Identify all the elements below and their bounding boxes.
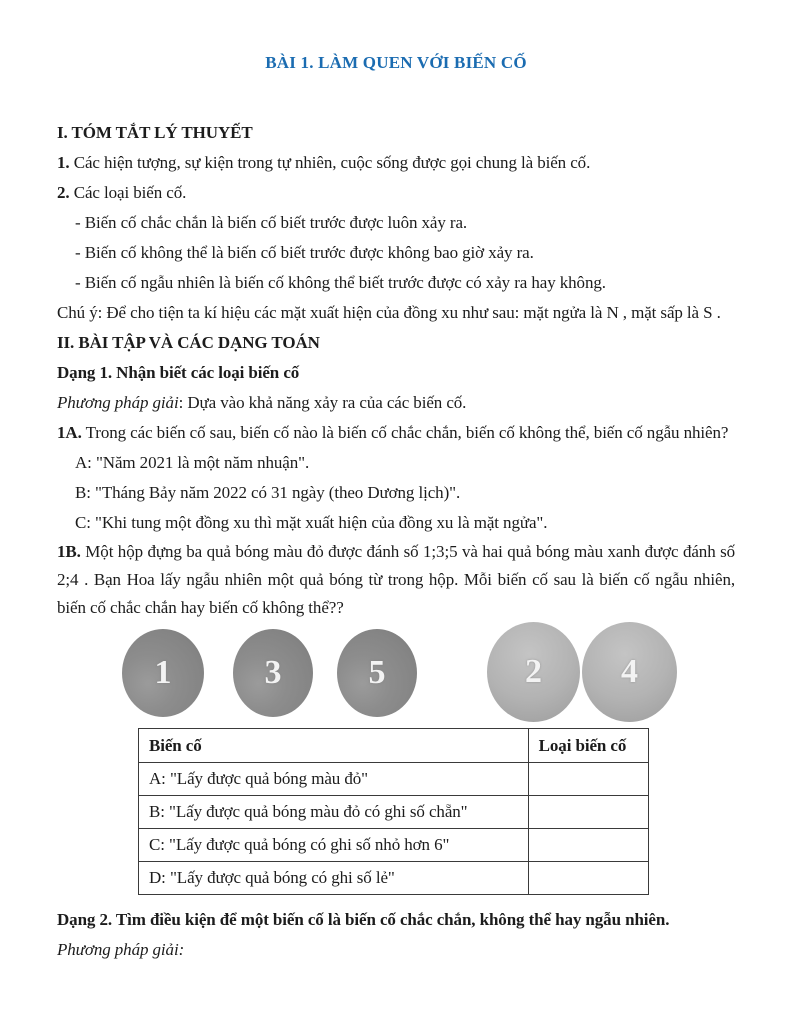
theory-item-2-label: 2. [57,183,70,202]
red-ball-1 [122,629,204,717]
problem-1b-label: 1B. [57,542,81,561]
type-cell-empty [528,763,648,796]
bullet-random-event: - Biến cố ngẫu nhiên là biến cố không thể biết trước được có xảy ra hay không. [75,273,606,292]
dang1-method-text: : Dựa vào khả năng xảy ra của các biến cố. [178,393,467,412]
theory-item-2-text: Các loại biến cố. [69,183,187,202]
table-row [139,763,649,796]
option-a: A: "Năm 2021 là một năm nhuận". [75,453,310,472]
option-c: C: "Khi tung một đồng xu thì mặt xuất hiện của đồng xu là mặt ngửa". [75,513,548,532]
ball-number: 5 [368,654,386,691]
page-title: BÀI 1. LÀM QUEN VỚI BIẾN CỐ [265,53,527,72]
problem-1a [57,418,735,448]
type-cell-empty [528,829,648,862]
blue-ball-4 [582,622,677,722]
events-table [138,728,649,895]
ball-number: 1 [154,654,172,691]
theory-heading: I. TÓM TẮT LÝ THUYẾT [57,123,253,142]
dang2-method-label: Phương pháp giải: [57,940,185,959]
theory-item-1-label: 1. [57,153,70,172]
option-b: B: "Tháng Bảy năm 2022 có 31 ngày (theo Dương lịch)". [75,483,461,502]
dang1-method-label: Phương pháp giải [57,393,179,412]
dang1-method [57,388,735,418]
theory-item-1-text: Các hiện tượng, sự kiện trong tự nhiên, cuộc sống được gọi chung là biến cố. [69,153,591,172]
table-row [139,796,649,829]
note-text: Chú ý: Để cho tiện ta kí hiệu các mặt xuất hiện của đồng xu như sau: mặt ngửa là N , mặt sấp là S . [57,303,721,322]
table-row [139,829,649,862]
dang2-heading: Dạng 2. Tìm điều kiện để một biến cố là biến cố chắc chắn, không thể hay ngẫu nhiên. [57,910,670,929]
theory-item-1 [57,148,735,178]
event-cell: C: "Lấy được quả bóng có ghi số nhỏ hơn 6" [139,829,529,862]
type-cell-empty [528,862,648,895]
ball-number: 4 [621,653,638,690]
dang1-heading: Dạng 1. Nhận biết các loại biến cố [57,363,300,382]
problem-1a-text: Trong các biến cố sau, biến cố nào là biến cố chắc chắn, biến cố không thể, biến cố ngẫu nhiên? [81,423,729,442]
balls-figure [57,622,735,722]
event-cell: A: "Lấy được quả bóng màu đỏ" [139,763,529,796]
problem-1b-text: Một hộp đựng ba quả bóng màu đỏ được đánh số 1;3;5 và hai quả bóng màu xanh được đánh số 2;4 . Bạn Hoa lấy ngẫu nhiên một quả bóng từ trong hộp. Mỗi biến cố sau là biến cố ngẫu nhiên, biến cố chắc chắn hay biến cố không thể?? [57,542,735,617]
bullet-impossible-event: - Biến cố không thể là biến cố biết trước được không bao giờ xảy ra. [75,243,534,262]
exercises-heading: II. BÀI TẬP VÀ CÁC DẠNG TOÁN [57,333,320,352]
ball-number: 3 [264,654,282,691]
event-cell: D: "Lấy được quả bóng có ghi số lẻ" [139,862,529,895]
problem-1a-label: 1A. [57,423,82,442]
table-header-row [139,729,649,763]
event-cell: B: "Lấy được quả bóng màu đỏ có ghi số chẵn" [139,796,529,829]
red-ball-3 [233,629,313,717]
red-ball-5 [337,629,417,717]
header-type-cell: Loại biến cố [528,729,648,763]
type-cell-empty [528,796,648,829]
bullet-certain-event: - Biến cố chắc chắn là biến cố biết trước được luôn xảy ra. [75,213,468,232]
header-event-cell: Biến cố [139,729,529,763]
problem-1b [57,538,735,622]
table-row [139,862,649,895]
ball-number: 2 [525,653,542,690]
theory-item-2 [57,178,735,208]
blue-ball-2 [487,622,580,722]
